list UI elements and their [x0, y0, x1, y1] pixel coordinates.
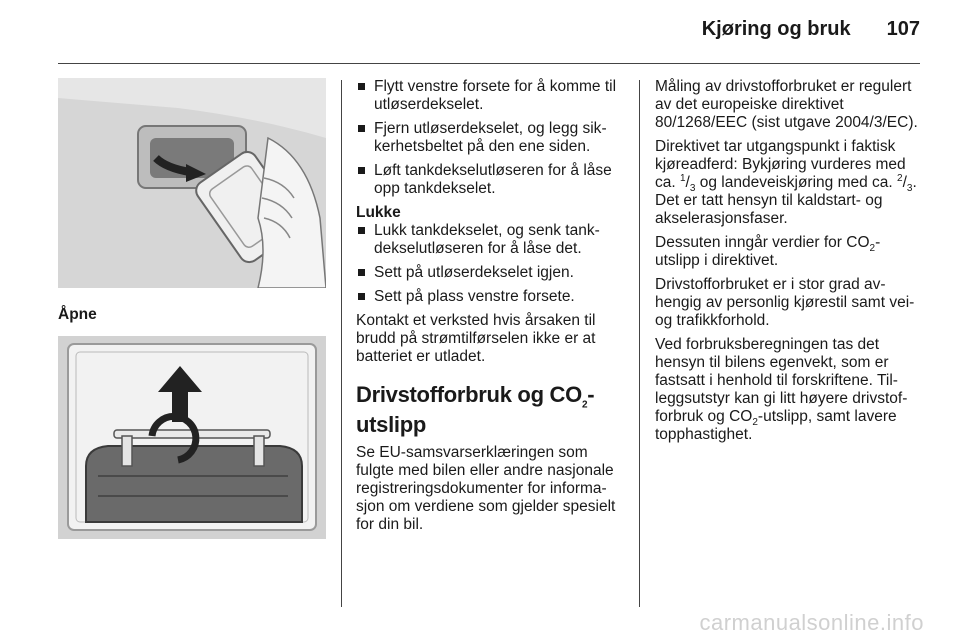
subscript: 2 — [869, 243, 876, 255]
text-run: Dessuten inngår verdier for CO — [655, 234, 870, 251]
list-item: Lukk tankdekselet, og senk tankdekselutløseren for å låse det. — [356, 222, 628, 258]
page-number: 107 — [886, 18, 920, 40]
paragraph-contact: Kontakt et verksted hvis årsaken til brudd på strømtilførselen ikke er at batteriet er utladet. — [356, 312, 596, 365]
column-2 — [356, 78, 628, 540]
list-item: Flytt venstre forsete for å komme til utløserdekselet. — [356, 78, 628, 114]
text-run: og landeveiskjøring med ca. — [695, 174, 898, 191]
figure-tank-release — [58, 336, 326, 539]
text-run: -utslipp i direktivet. — [655, 234, 881, 269]
paragraph-directive: Direktivet tar utgangspunkt i faktisk kjøreadferd: Bykjøring vurderes med ca. $^1/_3$ og landeveiskjøring med ca. $^2/_3$. Det er tatt hensyn til kaldstart- og akselerasjonsfaser. — [655, 138, 917, 227]
heading-text: Drivstofforbruk og CO — [356, 382, 582, 407]
paragraph-driving-style: Drivstofforbruket er i stor grad avhengig av personlig kjørestil samt vei- og trafikkforhold. — [655, 276, 915, 329]
column-1 — [58, 78, 326, 539]
fraction-denominator: 3 — [689, 183, 696, 195]
text-run: Ved forbruksberegningen tas det hensyn til bilens egenvekt, som er fastsatt i henhold til forskriftene. Tilleggsutstyr kan gi litt høyere drivstofforbruk og CO — [655, 336, 908, 425]
heading-text-end: -utslipp — [356, 382, 595, 437]
fraction-denominator: 3 — [906, 183, 913, 195]
column-3 — [655, 78, 925, 450]
column-divider-2 — [639, 80, 640, 607]
page-header — [702, 18, 920, 41]
fraction-numerator: 2 — [897, 172, 903, 184]
section-title: Kjøring og bruk — [701, 18, 851, 40]
paragraph-eu: Se EU-samsvarserklæringen som fulgte med bilen eller andre nasjonale registreringsdokumenter for informasjon om verdiene som gjelder spesielt for din bil. — [356, 444, 616, 533]
paragraph-regulation: Måling av drivstofforbruket er regulert av det europeiske direktivet 80/1268/EEC (sist utgave 2004/3/EC). — [655, 78, 918, 131]
list-item: Sett på plass venstre forsete. — [356, 288, 628, 306]
watermark: carmanualsonline.info — [699, 610, 924, 635]
text-run: Direktivet tar utgangspunkt i faktisk kjøreadferd: Bykjøring vurderes med ca. — [655, 138, 906, 191]
header-rule — [58, 63, 920, 64]
fraction-numerator: 1 — [679, 172, 686, 184]
text-run: . Det er tatt hensyn til kaldstart- og akselerasjonsfaser. — [655, 174, 917, 227]
subheading-close: Lukke — [356, 204, 401, 221]
subscript: 2 — [752, 417, 758, 429]
figure-release-cover — [58, 78, 326, 288]
steps-close-list — [356, 222, 628, 306]
section-heading — [356, 380, 628, 440]
list-item: Løft tankdekselutløseren for å låse opp tankdekselet. — [356, 162, 628, 198]
paragraph-co2-values — [655, 234, 925, 270]
paragraph-calculation — [655, 336, 925, 444]
list-item: Fjern utløserdekselet, og legg sikkerhetsbeltet på den ene siden. — [356, 120, 628, 156]
steps-open-list — [356, 78, 628, 198]
figure-caption-open: Åpne — [58, 306, 97, 323]
list-item: Sett på utløserdekselet igjen. — [356, 264, 628, 282]
text-run: -utslipp, samt lavere topphastighet. — [655, 408, 897, 443]
column-divider-1 — [341, 80, 342, 607]
heading-subscript: 2 — [581, 399, 588, 411]
